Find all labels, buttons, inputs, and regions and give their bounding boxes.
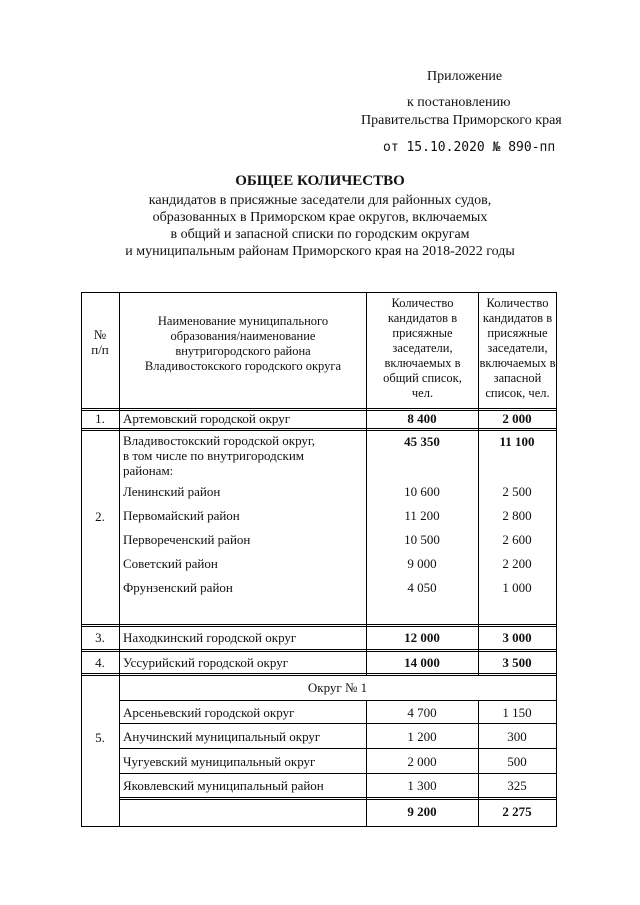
- row-3-reserve: 3 000: [502, 630, 532, 645]
- district-name: Первомайский район: [123, 508, 240, 523]
- row-2-general: 45 350: [404, 434, 440, 449]
- row-3-num: 3.: [95, 630, 105, 645]
- header-reserve: [479, 296, 556, 401]
- district-general: 9 000: [407, 556, 437, 571]
- okrug-label: Округ № 1: [307, 680, 368, 695]
- row-2-name: [123, 433, 315, 478]
- resolution-ref: от 15.10.2020 № 890-пп: [383, 140, 556, 155]
- row-4-general: 14 000: [404, 655, 440, 670]
- header-name-line: образования/наименование: [170, 329, 316, 343]
- government-label: Правительства Приморского края: [361, 113, 562, 128]
- header-general-line: кандидатов в: [387, 311, 458, 325]
- header-reserve-line: присяжные: [487, 326, 548, 340]
- okrug-item-reserve: 1 150: [502, 705, 532, 720]
- okrug-item-reserve: 500: [507, 754, 527, 769]
- header-general: [367, 296, 478, 401]
- row-4-num: 4.: [95, 655, 105, 670]
- row-2-reserve: 11 100: [499, 434, 535, 449]
- district-name: Первореченский район: [123, 532, 251, 547]
- header-general-line: присяжные: [392, 326, 453, 340]
- header-num: [81, 327, 119, 357]
- district-reserve: 2 600: [502, 532, 532, 547]
- district-reserve: 2 500: [502, 484, 532, 499]
- district-name: Советский район: [123, 556, 218, 571]
- subtitle-line-1: кандидатов в присяжные заседатели для районных судов,: [148, 193, 492, 208]
- district-name: Ленинский район: [123, 484, 221, 499]
- row-1-num: 1.: [95, 411, 105, 426]
- okrug-item-general: 4 700: [407, 705, 437, 720]
- header-name-line: внутригородского района: [175, 344, 311, 358]
- header-general-line: включаемых в: [384, 356, 461, 370]
- header-reserve-line: включаемых в: [479, 356, 556, 370]
- header-name-line: Наименование муниципального: [157, 314, 329, 328]
- header-num-line-1: №: [93, 327, 107, 342]
- okrug-item-name: Анучинский муниципальный округ: [123, 729, 321, 744]
- row-5-num: 5.: [95, 730, 105, 745]
- row-4-reserve: 3 500: [502, 655, 532, 670]
- district-reserve: 1 000: [502, 580, 532, 595]
- header-general-line: общий список,: [383, 371, 462, 385]
- okrug-item-name: Чугуевский муниципальный округ: [123, 754, 316, 769]
- to-resolution-label: к постановлению: [407, 95, 511, 110]
- header-name: [120, 314, 366, 374]
- okrug-total-reserve: 2 275: [502, 804, 532, 819]
- okrug-item-general: 2 000: [407, 754, 437, 769]
- row-1-general: 8 400: [407, 411, 437, 426]
- header-reserve-line: заседатели,: [487, 341, 548, 355]
- okrug-item-general: 1 200: [407, 729, 437, 744]
- row-2-name-line: районам:: [123, 463, 174, 478]
- row-2-name-line: в том числе по внутригородским: [123, 448, 305, 463]
- header-reserve-line: запасной: [493, 371, 542, 385]
- district-general: 11 200: [404, 508, 440, 523]
- row-2-name-line: Владивостокский городской округ,: [123, 433, 316, 448]
- subtitle-line-2: образованных в Приморском крае округов, включаемых: [152, 210, 488, 225]
- district-general: 4 050: [407, 580, 437, 595]
- row-2-num: 2.: [95, 509, 105, 524]
- district-general: 10 500: [404, 532, 440, 547]
- row-3-name: Находкинский городской округ: [123, 630, 297, 645]
- district-reserve: 2 200: [502, 556, 532, 571]
- district-reserve: 2 800: [502, 508, 532, 523]
- header-name-line: Владивостокского городского округа: [144, 359, 342, 373]
- header-general-line: Количество: [391, 296, 454, 310]
- subtitle-line-3: в общий и запасной списки по городским округам: [170, 227, 470, 242]
- header-num-line-2: п/п: [91, 342, 109, 357]
- okrug-item-general: 1 300: [407, 778, 437, 793]
- doc-title: ОБЩЕЕ КОЛИЧЕСТВО: [235, 173, 405, 189]
- district-general: 10 600: [404, 484, 440, 499]
- row-3-general: 12 000: [404, 630, 440, 645]
- okrug-item-reserve: 325: [507, 778, 527, 793]
- district-name: Фрунзенский район: [123, 580, 233, 595]
- header-reserve-line: Количество: [486, 296, 549, 310]
- header-reserve-line: кандидатов в: [482, 311, 553, 325]
- header-general-line: чел.: [411, 386, 434, 400]
- okrug-item-reserve: 300: [507, 729, 527, 744]
- row-1-reserve: 2 000: [502, 411, 532, 426]
- okrug-item-name: Яковлевский муниципальный район: [123, 778, 324, 793]
- header-general-line: заседатели,: [392, 341, 453, 355]
- subtitle-line-4: и муниципальным районам Приморского края на 2018-2022 годы: [125, 244, 515, 259]
- okrug-item-name: Арсеньевский городской округ: [123, 705, 295, 720]
- row-4-name: Уссурийский городской округ: [123, 655, 289, 670]
- appendix-label: Приложение: [427, 69, 503, 84]
- okrug-total-general: 9 200: [407, 804, 437, 819]
- row-1-name: Артемовский городской округ: [123, 411, 291, 426]
- header-reserve-line: список, чел.: [485, 386, 550, 400]
